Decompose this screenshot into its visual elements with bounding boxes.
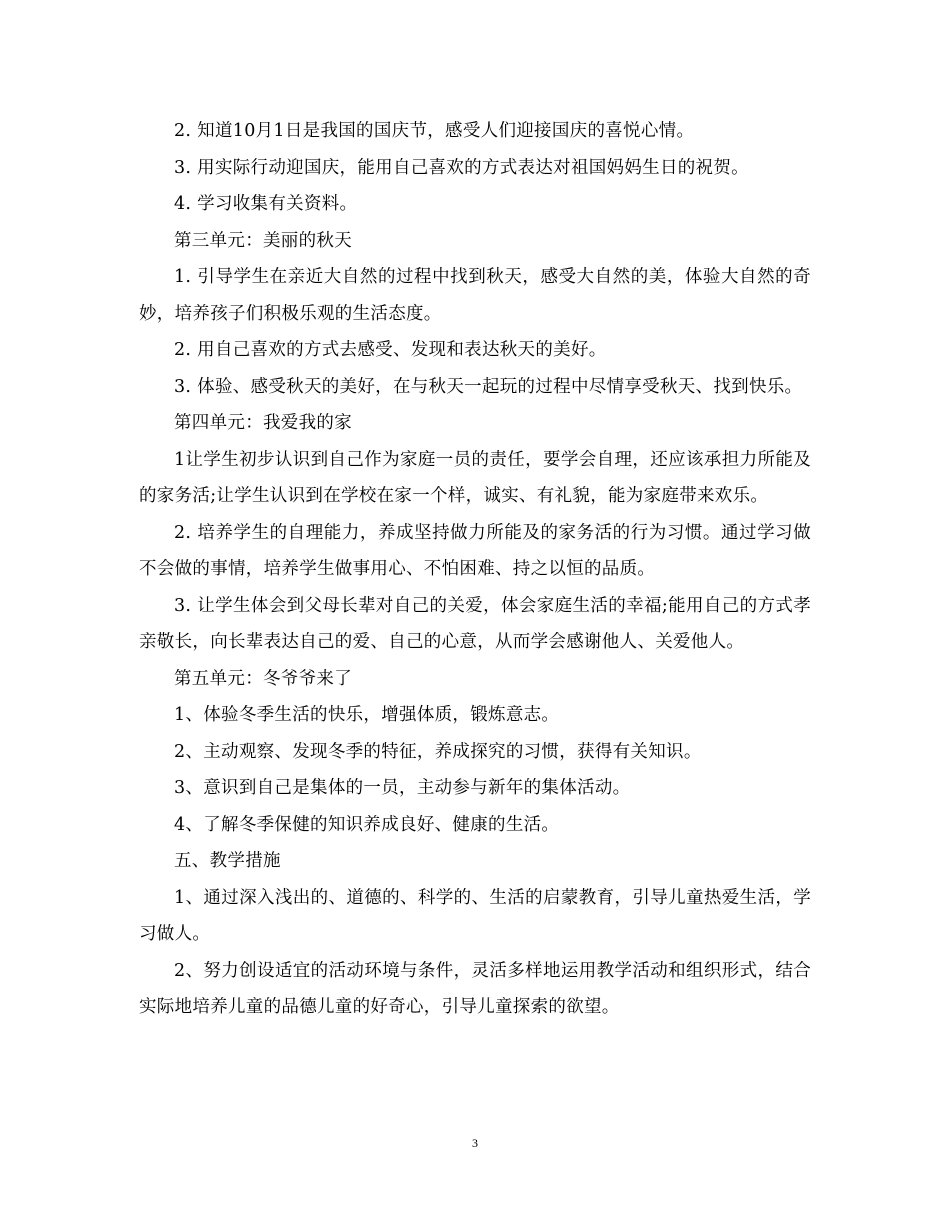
paragraph: 3、意识到自己是集体的一员，主动参与新年的集体活动。 [174, 778, 631, 798]
paragraph: 1、通过深入浅出的、道德的、科学的、生活的启蒙教育，引导儿童热爱生活，学习做人。 [139, 887, 811, 944]
paragraph: 3. 用实际行动迎国庆，能用自己喜欢的方式表达对祖国妈妈生日的祝贺。 [174, 157, 749, 178]
paragraph: 4. 学习收集有关资料。 [174, 194, 358, 214]
section-heading: 第五单元：冬爷爷来了 [174, 668, 352, 689]
paragraph: 2. 知道10月1日是我国的国庆节，感受人们迎接国庆的喜悦心情。 [174, 121, 695, 141]
paragraph: 2、主动观察、发现冬季的特征，养成探究的习惯，获得有关知识。 [174, 741, 702, 762]
paragraph: 4、了解冬季保健的知识养成良好、健康的生活。 [174, 814, 560, 835]
paragraph: 2、努力创设适宜的活动环境与条件，灵活多样地运用教学活动和组织形式，结合实际地培养儿童的品德儿童的好奇心，引导儿童探索的欲望。 [139, 960, 811, 1017]
paragraph: 1. 引导学生在亲近大自然的过程中找到秋天，感受大自然的美，体验大自然的奇妙，培养孩子们积极乐观的生活态度。 [139, 267, 811, 324]
paragraph: 1、体验冬季生活的快乐，增强体质，锻炼意志。 [174, 705, 560, 725]
document-body [139, 113, 811, 1026]
paragraph: 2. 用自己喜欢的方式去感受、发现和表达秋天的美好。 [174, 340, 607, 360]
paragraph: 2. 培养学生的自理能力，养成坚持做力所能及的家务活的行为习惯。通过学习做不会做的事情，培养学生做事用心、不怕困难、持之以恒的品质。 [139, 522, 811, 579]
page-number: 3 [472, 1136, 478, 1150]
paragraph: 3. 体验、感受秋天的美好，在与秋天一起玩的过程中尽情享受秋天、找到快乐。 [174, 376, 803, 397]
paragraph: 1让学生初步认识到自己作为家庭一员的责任，要学会自理，还应该承担力所能及的家务活;让学生认识到在学校在家一个样，诚实、有礼貌，能为家庭带来欢乐。 [139, 449, 811, 506]
section-heading: 第三单元：美丽的秋天 [174, 230, 352, 251]
paragraph: 3. 让学生体会到父母长辈对自己的关爱，体会家庭生活的幸福;能用自己的方式孝亲敬长，向长辈表达自己的爱、自己的心意，从而学会感谢他人、关爱他人。 [139, 595, 811, 652]
section-heading: 五、教学措施 [174, 851, 281, 871]
section-heading: 第四单元：我爱我的家 [174, 413, 352, 433]
